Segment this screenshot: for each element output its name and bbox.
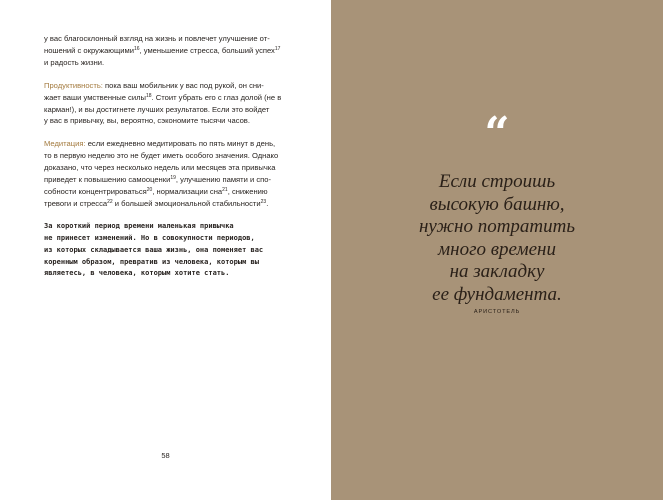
text-run: доказано, что через несколько недель или месяцев эта привычка bbox=[44, 163, 276, 173]
text-run: , снижению bbox=[227, 186, 268, 196]
text-run: собности концентрироваться bbox=[44, 186, 147, 196]
bold-line: из которых складывается ваша жизнь, она поменяет вас bbox=[44, 245, 264, 254]
left-page bbox=[0, 0, 331, 500]
text-run: . Стоит убрать его с глаз долой (не в bbox=[151, 92, 282, 102]
text-run: ношений с окружающими bbox=[44, 45, 134, 55]
quote-line: ее фундамента. bbox=[432, 283, 562, 305]
quote-line: на закладку bbox=[449, 261, 545, 282]
bold-line: не принесет изменений. Но в совокупности периодов, bbox=[44, 233, 255, 242]
text-run: пока ваш мобильник у вас под рукой, он сни- bbox=[102, 80, 264, 90]
bold-line: являетесь, в человека, которым хотите стать. bbox=[44, 269, 230, 278]
epigraph-quote bbox=[331, 171, 663, 306]
right-page bbox=[331, 0, 663, 500]
quote-line: высокую башню, bbox=[429, 193, 565, 215]
left-page-text bbox=[44, 33, 306, 280]
body-paragraphs bbox=[44, 33, 306, 210]
quote-author: АРИСТОТЕЛЬ bbox=[473, 309, 521, 315]
text-run: и радость жизни. bbox=[44, 57, 105, 67]
footnote-ref: 23 bbox=[260, 198, 267, 205]
text-run: то в первую неделю это не будет иметь особого значения. Однако bbox=[44, 151, 279, 161]
text-run: . bbox=[266, 198, 269, 208]
quote-line: нужно потратить bbox=[418, 216, 576, 237]
footnote-ref: 19 bbox=[170, 175, 176, 182]
text-run: , уменьшение стресса, больший успех bbox=[139, 45, 275, 55]
text-run: жает ваши умственные силы bbox=[44, 92, 146, 102]
footnote-ref: 22 bbox=[107, 198, 113, 205]
text-run: тревоги и стресса bbox=[44, 198, 108, 208]
quotation-mark-icon: “ bbox=[484, 108, 510, 159]
text-run: приведет к повышению самооценки bbox=[44, 175, 171, 185]
page-number: 58 bbox=[161, 451, 170, 460]
body-paragraph bbox=[44, 80, 306, 128]
bold-line: За короткий период времени маленькая привычка bbox=[44, 221, 234, 230]
bold-line: коренным образом, превратив из человека, которым вы bbox=[44, 257, 259, 266]
footnote-ref: 18 bbox=[145, 92, 152, 99]
text-run: карман!), и вы достигнете лучших результатов. Если это войдет bbox=[44, 104, 270, 114]
paragraph-keyword: Медитация: bbox=[44, 139, 86, 149]
text-run: , улучшению памяти и спо- bbox=[175, 175, 271, 185]
text-run: у вас благосклонный взгляд на жизнь и повлечет улучшение от- bbox=[44, 34, 270, 43]
text-run: , нормализации сна bbox=[152, 186, 223, 196]
text-run: если ежедневно медитировать по пять минут в день, bbox=[85, 139, 276, 149]
body-paragraph bbox=[44, 33, 306, 69]
footnote-ref: 16 bbox=[133, 45, 140, 52]
bold-summary-paragraph bbox=[44, 221, 306, 281]
quote-line: много времени bbox=[438, 238, 556, 260]
footnote-ref: 17 bbox=[274, 45, 281, 52]
quote-line: Если строишь bbox=[438, 171, 556, 192]
paragraph-keyword: Продуктивность: bbox=[44, 80, 103, 90]
body-paragraph bbox=[44, 138, 306, 209]
text-run: и большей эмоциональной стабильности bbox=[112, 198, 261, 208]
text-run: у вас в привычку, вы, вероятно, сэкономите тысячи часов. bbox=[44, 116, 250, 126]
footnote-ref: 20 bbox=[146, 186, 153, 193]
footnote-ref: 21 bbox=[222, 186, 228, 193]
